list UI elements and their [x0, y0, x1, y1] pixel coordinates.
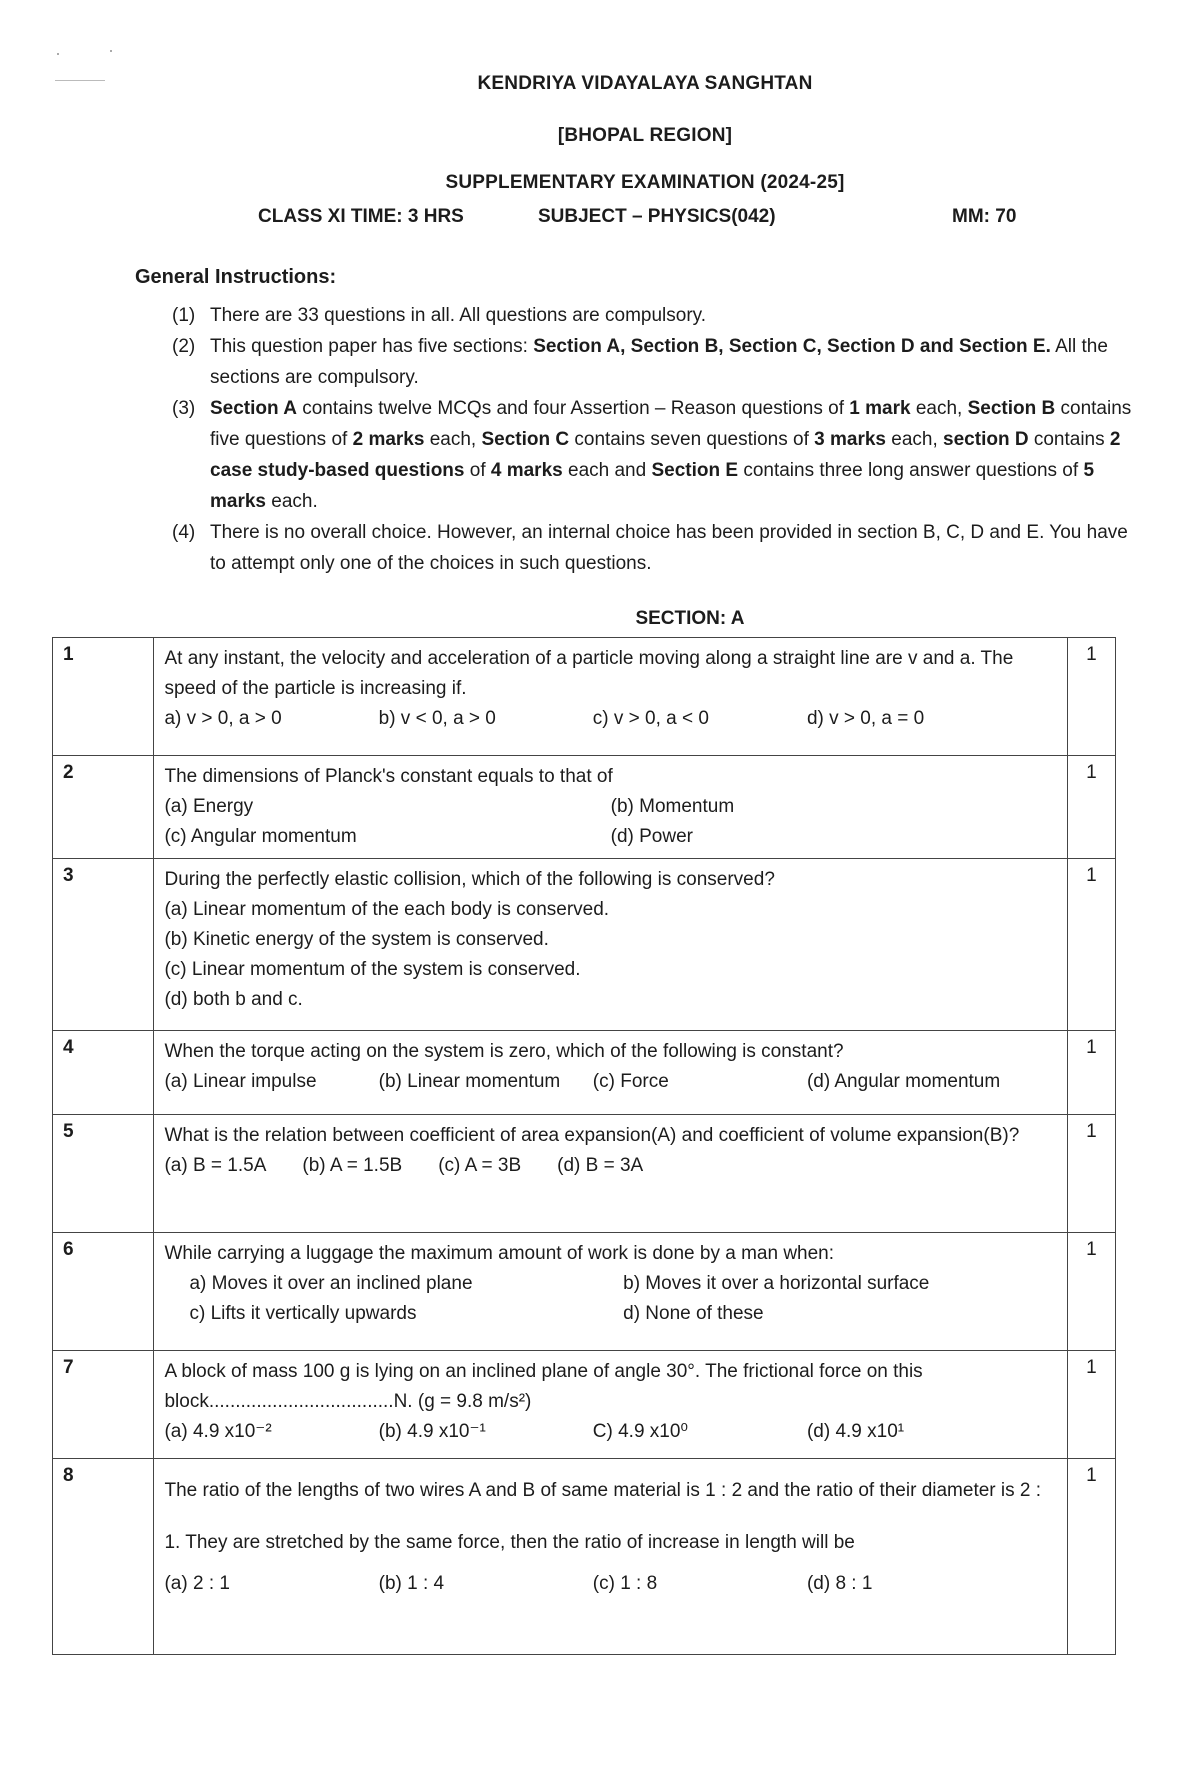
option: b) v < 0, a > 0 [378, 708, 496, 729]
option: (c) 1 : 8 [592, 1573, 658, 1594]
question-marks: 1 [1067, 1233, 1115, 1351]
question-marks: 1 [1067, 859, 1115, 1031]
options [164, 1067, 1056, 1097]
question-row [53, 756, 1116, 859]
option: (a) Energy [164, 796, 254, 817]
option: (c) A = 3B [438, 1155, 522, 1176]
subject: SUBJECT – PHYSICS(042) [538, 206, 776, 227]
options [164, 822, 1056, 852]
section-a-table [52, 637, 1116, 1655]
class-time: CLASS XI TIME: 3 HRS [258, 206, 464, 227]
question-text: When the torque acting on the system is zero, which of the following is constant? [164, 1041, 844, 1062]
option: b) Moves it over a horizontal surface [623, 1273, 930, 1294]
option: (b) A = 1.5B [302, 1155, 403, 1176]
question-number: 7 [53, 1351, 154, 1459]
region-title: [BHOPAL REGION] [557, 125, 733, 146]
section-a-title: SECTION: A [635, 608, 745, 629]
question-marks: 1 [1067, 1031, 1115, 1115]
question-text: At any instant, the velocity and acceleration of a particle moving along a straight line are v and a. The speed of the particle is increasing if. [164, 648, 1014, 699]
question-row [53, 1233, 1116, 1351]
option: (d) Angular momentum [806, 1071, 1001, 1092]
option: (c) Force [592, 1071, 669, 1092]
scan-artifact-dot [110, 50, 112, 52]
instruction-text: There are 33 questions in all. All questions are compulsory. [210, 305, 707, 326]
instruction-text: Section A contains twelve MCQs and four Assertion – Reason questions of 1 mark each, Section B contains five questions of 2 marks each, Section C contains seven questions of 3 marks each, section D contains 2 case study-based questions of 4 marks each and Section E contains three long answer questions of 5 marks each. [210, 398, 1132, 512]
question-text: During the perfectly elastic collision, which of the following is conserved? [164, 869, 775, 890]
question-text: A block of mass 100 g is lying on an inclined plane of angle 30°. The frictional force on this block...................................N. (g = 9.8 m/s²) [164, 1361, 923, 1412]
instruction-item [172, 393, 1137, 517]
instruction-item [172, 517, 1137, 579]
instruction-item [172, 331, 1137, 393]
options [164, 792, 1056, 822]
organization-title: KENDRIYA VIDAYALAYA SANGHTAN [477, 73, 813, 94]
option: c) Lifts it vertically upwards [189, 1303, 417, 1324]
options [164, 1299, 1056, 1329]
exam-title: SUPPLEMENTARY EXAMINATION (2024-25] [445, 172, 845, 193]
options [164, 1417, 1056, 1447]
option: c) v > 0, a < 0 [592, 708, 709, 729]
option: (c) Linear momentum of the system is conserved. [164, 959, 581, 980]
question-marks: 1 [1067, 1115, 1115, 1233]
option: a) v > 0, a > 0 [164, 708, 282, 729]
question-row [53, 859, 1116, 1031]
option: (a) Linear momentum of the each body is conserved. [164, 899, 610, 920]
question-row [53, 638, 1116, 756]
option: C) 4.9 x10⁰ [592, 1421, 689, 1442]
question-body [154, 1233, 1067, 1351]
question-text: The dimensions of Planck's constant equals to that of [164, 766, 613, 787]
question-number: 5 [53, 1115, 154, 1233]
instruction-text: There is no overall choice. However, an internal choice has been provided in section B, C, D and E. You have to attempt only one of the choices in such questions. [210, 522, 1128, 574]
question-body [154, 1459, 1067, 1655]
question-number: 1 [53, 638, 154, 756]
option: (a) B = 1.5A [164, 1155, 267, 1176]
option: (c) Angular momentum [164, 826, 357, 847]
question-row [53, 1031, 1116, 1115]
question-number: 2 [53, 756, 154, 859]
question-body [154, 756, 1067, 859]
options [164, 1569, 1056, 1599]
question-marks: 1 [1067, 1351, 1115, 1459]
options [164, 1269, 1056, 1299]
question-marks: 1 [1067, 756, 1115, 859]
question-row [53, 1351, 1116, 1459]
question-marks: 1 [1067, 1459, 1115, 1655]
option: (a) 4.9 x10⁻² [164, 1421, 272, 1442]
instruction-item [172, 300, 1137, 331]
options [164, 1151, 1056, 1181]
question-body [154, 1031, 1067, 1115]
question-body [154, 1351, 1067, 1459]
instruction-text: This question paper has five sections: Section A, Section B, Section C, Section D and Section E. All the sections are compulsory. [210, 336, 1108, 388]
question-row [53, 1115, 1116, 1233]
option: (b) Linear momentum [378, 1071, 561, 1092]
option: (b) 4.9 x10⁻¹ [378, 1421, 486, 1442]
option: d) v > 0, a = 0 [806, 708, 925, 729]
option: d) None of these [623, 1303, 764, 1324]
option: (d) B = 3A [557, 1155, 644, 1176]
option: (b) 1 : 4 [378, 1573, 445, 1594]
question-body [154, 638, 1067, 756]
question-number: 3 [53, 859, 154, 1031]
question-body [154, 859, 1067, 1031]
question-text: What is the relation between coefficient of area expansion(A) and coefficient of volume expansion(B)? [164, 1125, 1020, 1146]
max-marks: MM: 70 [952, 206, 1017, 227]
instruction-number: (4) [172, 522, 196, 543]
instructions-title: General Instructions: [135, 266, 337, 288]
option: (d) 8 : 1 [806, 1573, 873, 1594]
option: (d) both b and c. [164, 989, 303, 1010]
instruction-number: (3) [172, 398, 196, 419]
question-number: 6 [53, 1233, 154, 1351]
instruction-number: (2) [172, 336, 196, 357]
question-text: The ratio of the lengths of two wires A and B of same material is 1 : 2 and the ratio of their diameter is 2 : 1. They are stretched by the same force, then the ratio of increase in length will be [164, 1480, 1042, 1553]
question-row [53, 1459, 1116, 1655]
question-text: While carrying a luggage the maximum amount of work is done by a man when: [164, 1243, 835, 1264]
option: (a) Linear impulse [164, 1071, 317, 1092]
instruction-number: (1) [172, 305, 196, 326]
instructions-list [172, 300, 1137, 579]
question-body [154, 1115, 1067, 1233]
option: (a) 2 : 1 [164, 1573, 230, 1594]
option: (d) 4.9 x10¹ [806, 1421, 905, 1442]
question-marks: 1 [1067, 638, 1115, 756]
option: (b) Momentum [610, 796, 735, 817]
question-number: 8 [53, 1459, 154, 1655]
options [164, 704, 1056, 734]
option: (d) Power [610, 826, 693, 847]
question-number: 4 [53, 1031, 154, 1115]
option: a) Moves it over an inclined plane [189, 1273, 473, 1294]
option: (b) Kinetic energy of the system is conserved. [164, 929, 549, 950]
scan-artifact-dot [57, 53, 59, 55]
